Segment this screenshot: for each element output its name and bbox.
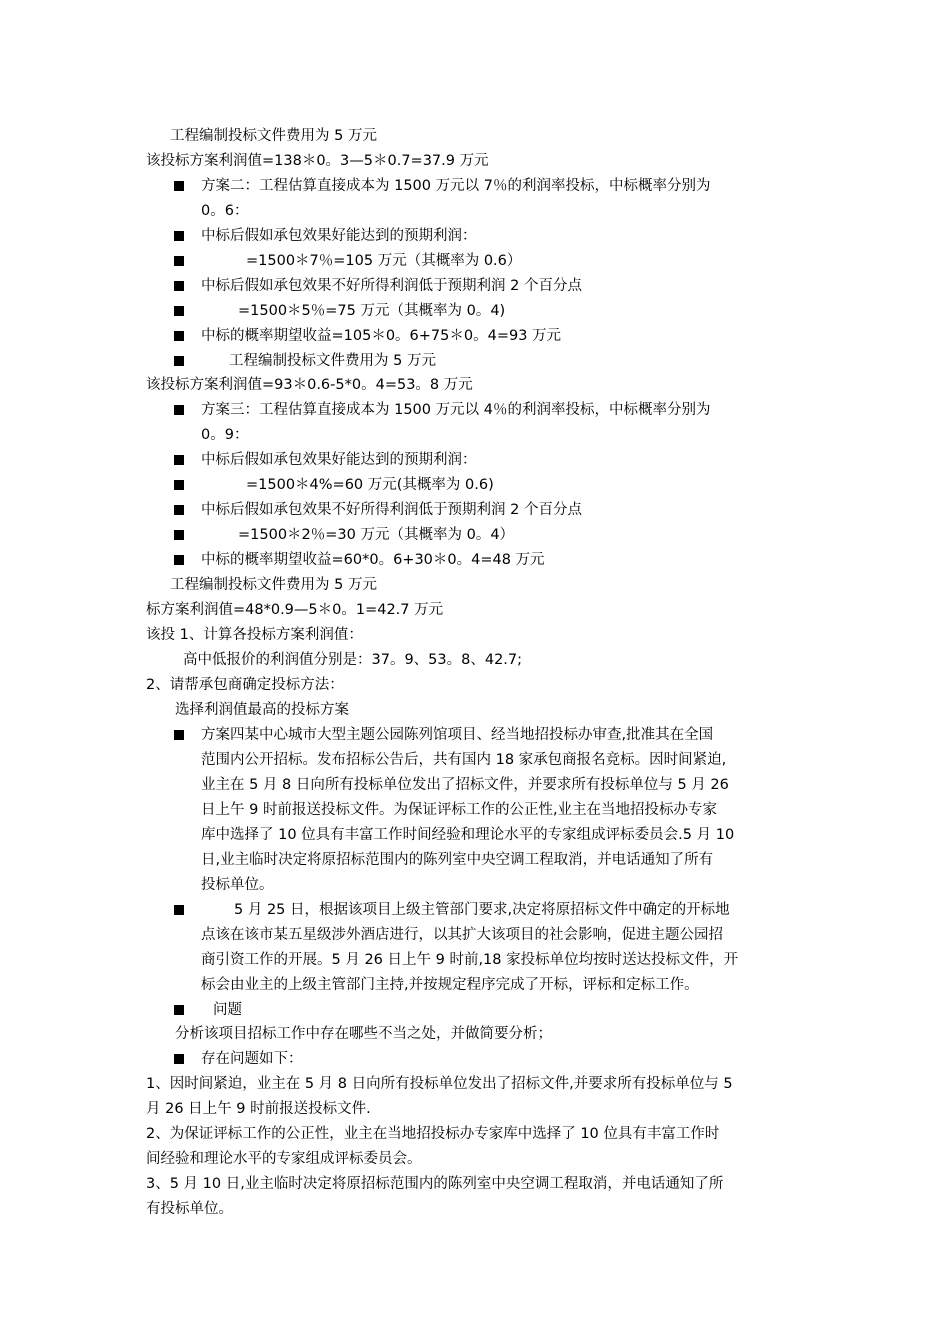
text-line: 2、请帮承包商确定投标方法： [146,677,344,693]
bullet-square [174,306,184,316]
text-line: 业主在 5 月 8 日向所有投标单位发出了招标文件，并要求所有投标单位与 5 月 26 [201,777,729,793]
bullet-square [174,356,184,366]
text-line: 中标的概率期望收益=105＊0。6+75＊0。4=93 万元 [201,328,562,344]
bullet-square [174,905,184,915]
text-line: 该投 1、计算各投标方案利润值： [146,627,363,643]
text-line: 点该在该市某五星级涉外酒店进行，以其扩大该项目的社会影响，促进主题公园招 [201,927,723,943]
text-line: 投标单位。 [201,877,274,893]
bullet-square [174,256,184,266]
text-line: 中标后假如承包效果好能达到的预期利润： [201,228,477,244]
text-line: 中标后假如承包效果不好所得利润低于预期利润 2 个百分点 [201,502,582,518]
text-line: 存在问题如下： [201,1051,303,1067]
bullet-square [174,1005,184,1015]
text-line: 有投标单位。 [146,1201,233,1217]
text-line: 5 月 25 日，根据该项目上级主管部门要求,决定将原招标文件中确定的开标地 [234,902,730,918]
text-line: 中标后假如承包效果好能达到的预期利润： [201,452,477,468]
bullet-square [174,730,184,740]
text-line: 工程编制投标文件费用为 5 万元 [170,577,377,593]
bullet-square [174,231,184,241]
bullet-square [174,530,184,540]
bullet-square [174,480,184,490]
text-line: 0。9： [201,427,249,443]
bullet-square [174,405,184,415]
bullet-square [174,1054,184,1064]
text-line: 间经验和理论水平的专家组成评标委员会。 [146,1151,422,1167]
text-line: 该投标方案利润值=138＊0。3—5＊0.7=37.9 万元 [146,153,489,169]
text-line: 工程编制投标文件费用为 5 万元 [170,128,377,144]
text-line: =1500＊2％=30 万元（其概率为 0。4） [238,527,515,543]
bullet-square [174,281,184,291]
text-line: 2、为保证评标工作的公正性，业主在当地招投标办专家库中选择了 10 位具有丰富工作时 [146,1126,720,1142]
text-line: 库中选择了 10 位具有丰富工作时间经验和理论水平的专家组成评标委员会.5 月 10 [201,827,735,843]
text-line: 范围内公开招标。发布招标公告后，共有国内 18 家承包商报名竞标。因时间紧迫, [201,752,727,768]
text-line: 高中低报价的利润值分别是：37。9、53。8、42.7; [183,652,523,668]
text-line: 0。6： [201,203,249,219]
text-line: =1500＊4%=60 万元(其概率为 0.6) [246,477,494,493]
text-line: 中标的概率期望收益=60*0。6+30＊0。4=48 万元 [201,552,545,568]
text-line: 1、因时间紧迫，业主在 5 月 8 日向所有投标单位发出了招标文件,并要求所有投标单位与 5 [146,1076,733,1092]
text-line: 选择利润值最高的投标方案 [175,702,349,718]
text-line: 商引资工作的开展。5 月 26 日上午 9 时前,18 家投标单位均按时送达投标文件，开 [201,952,739,968]
text-line: 方案三：工程估算直接成本为 1500 万元以 4％的利润率投标，中标概率分别为 [201,402,711,418]
text-line: 月 26 日上午 9 时前报送投标文件. [146,1101,371,1117]
text-line: =1500＊7％=105 万元（其概率为 0.6） [246,253,522,269]
text-line: 问题 [213,1002,242,1018]
bullet-square [174,505,184,515]
text-line: 方案四某中心城市大型主题公园陈列馆项目、经当地招投标办审查,批准其在全国 [201,727,714,743]
bullet-square [174,455,184,465]
text-line: 标方案利润值=48*0.9—5＊0。1=42.7 万元 [146,602,444,618]
text-line: 标会由业主的上级主管部门主持,并按规定程序完成了开标，评标和定标工作。 [201,977,699,993]
text-line: 该投标方案利润值=93＊0.6-5*0。4=53。8 万元 [146,377,473,393]
text-line: 工程编制投标文件费用为 5 万元 [229,353,436,369]
text-line: =1500＊5％=75 万元（其概率为 0。4) [238,303,506,319]
text-line: 分析该项目招标工作中存在哪些不当之处，并做简要分析； [175,1026,552,1042]
bullet-square [174,181,184,191]
text-line: 3、5 月 10 日,业主临时决定将原招标范围内的陈列室中央空调工程取消，并电话通知了所 [146,1176,724,1192]
bullet-square [174,555,184,565]
bullet-square [174,331,184,341]
text-line: 日上午 9 时前报送投标文件。为保证评标工作的公正性,业主在当地招投标办专家 [201,802,718,818]
text-line: 中标后假如承包效果不好所得利润低于预期利润 2 个百分点 [201,278,582,294]
text-line: 方案二：工程估算直接成本为 1500 万元以 7％的利润率投标，中标概率分别为 [201,178,711,194]
text-line: 日,业主临时决定将原招标范围内的陈列室中央空调工程取消，并电话通知了所有 [201,852,714,868]
